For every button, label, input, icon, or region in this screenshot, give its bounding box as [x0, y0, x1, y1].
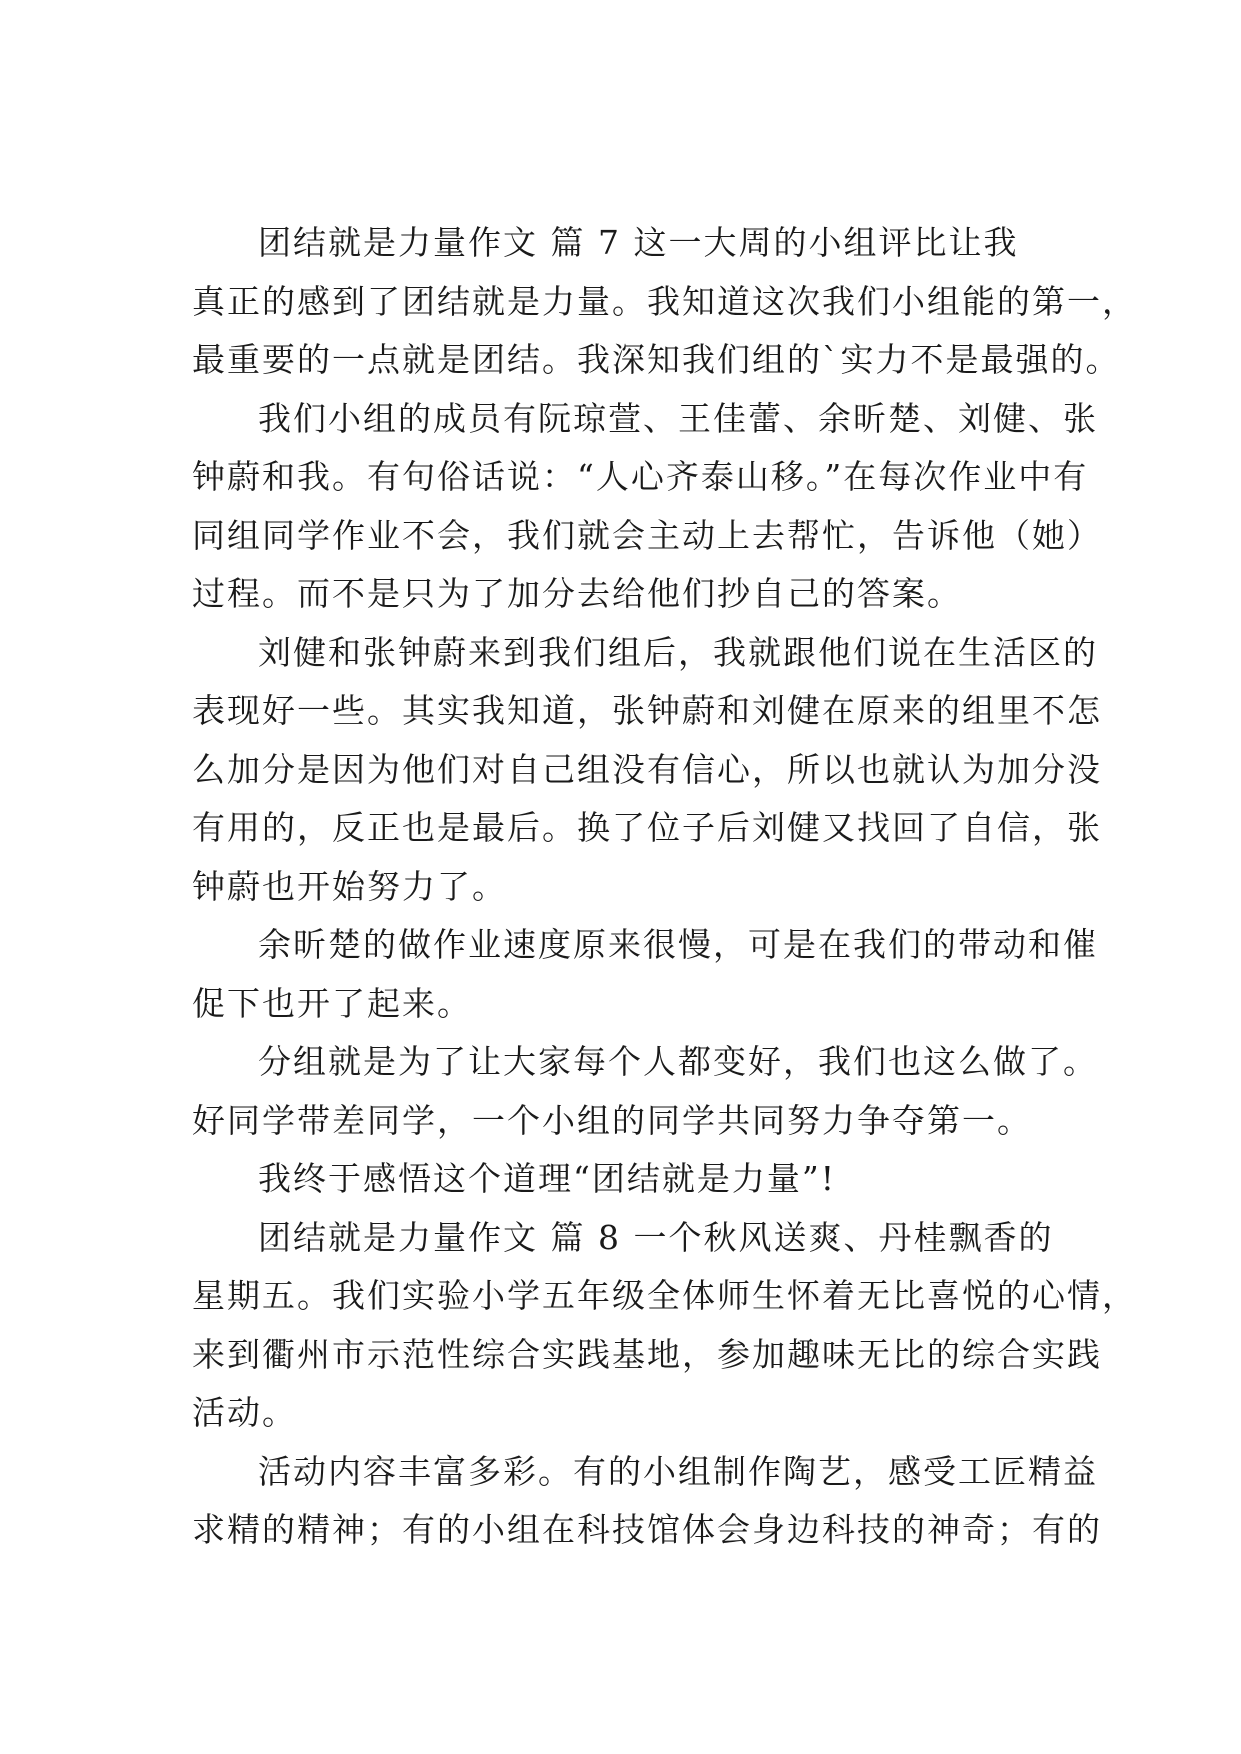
article-body: [192, 214, 1137, 1560]
text-line: 余昕楚的做作业速度原来很慢，可是在我们的带动和催: [258, 925, 1098, 964]
text-line: 团结就是力量作文 篇 7 这一大周的小组评比让我: [258, 223, 1019, 262]
text-line: 刘健和张钟蔚来到我们组后，我就跟他们说在生活区的: [258, 632, 1098, 672]
text-line: 我终于感悟这个道理“团结就是力量”!: [258, 1159, 837, 1198]
text-line: 同组同学作业不会，我们就会主动上去帮忙，告诉他（她）: [192, 515, 1102, 555]
text-line: 星期五。我们实验小学五年级全体师生怀着无比喜悦的心情，: [192, 1276, 1137, 1315]
text-line: 团结就是力量作文 篇 8 一个秋风送爽、丹桂飘香的: [258, 1217, 1054, 1257]
text-line: 活动内容丰富多彩。有的小组制作陶艺，感受工匠精益: [258, 1451, 1098, 1491]
text-line: 真正的感到了团结就是力量。我知道这次我们小组能的第一，: [192, 281, 1137, 321]
text-line: 钟蔚也开始努力了。: [192, 866, 507, 906]
text-line: 活动。: [192, 1393, 297, 1432]
text-line: 最重要的一点就是团结。我深知我们组的`实力不是最强的。: [192, 340, 1121, 379]
text-line: 过程。而不是只为了加分去给他们抄自己的答案。: [192, 574, 962, 613]
text-line: 促下也开了起来。: [192, 983, 472, 1023]
text-line: 分组就是为了让大家每个人都变好，我们也这么做了。: [258, 1042, 1098, 1081]
text-line: 表现好一些。其实我知道，张钟蔚和刘健在原来的组里不怎: [192, 691, 1102, 730]
text-line: 有用的，反正也是最后。换了位子后刘健又找回了自信，张: [192, 808, 1102, 847]
text-line: 我们小组的成员有阮琼萱、王佳蕾、余昕楚、刘健、张: [258, 398, 1098, 438]
text-line: 么加分是因为他们对自己组没有信心，所以也就认为加分没: [192, 749, 1102, 789]
text-line: 好同学带差同学，一个小组的同学共同努力争夺第一。: [192, 1100, 1032, 1140]
text-line: 来到衢州市示范性综合实践基地，参加趣味无比的综合实践: [192, 1334, 1102, 1374]
text-line: 求精的精神；有的小组在科技馆体会身边科技的神奇；有的: [192, 1510, 1102, 1549]
text-line: 钟蔚和我。有句俗话说：“人心齐泰山移。”在每次作业中有: [192, 457, 1089, 496]
